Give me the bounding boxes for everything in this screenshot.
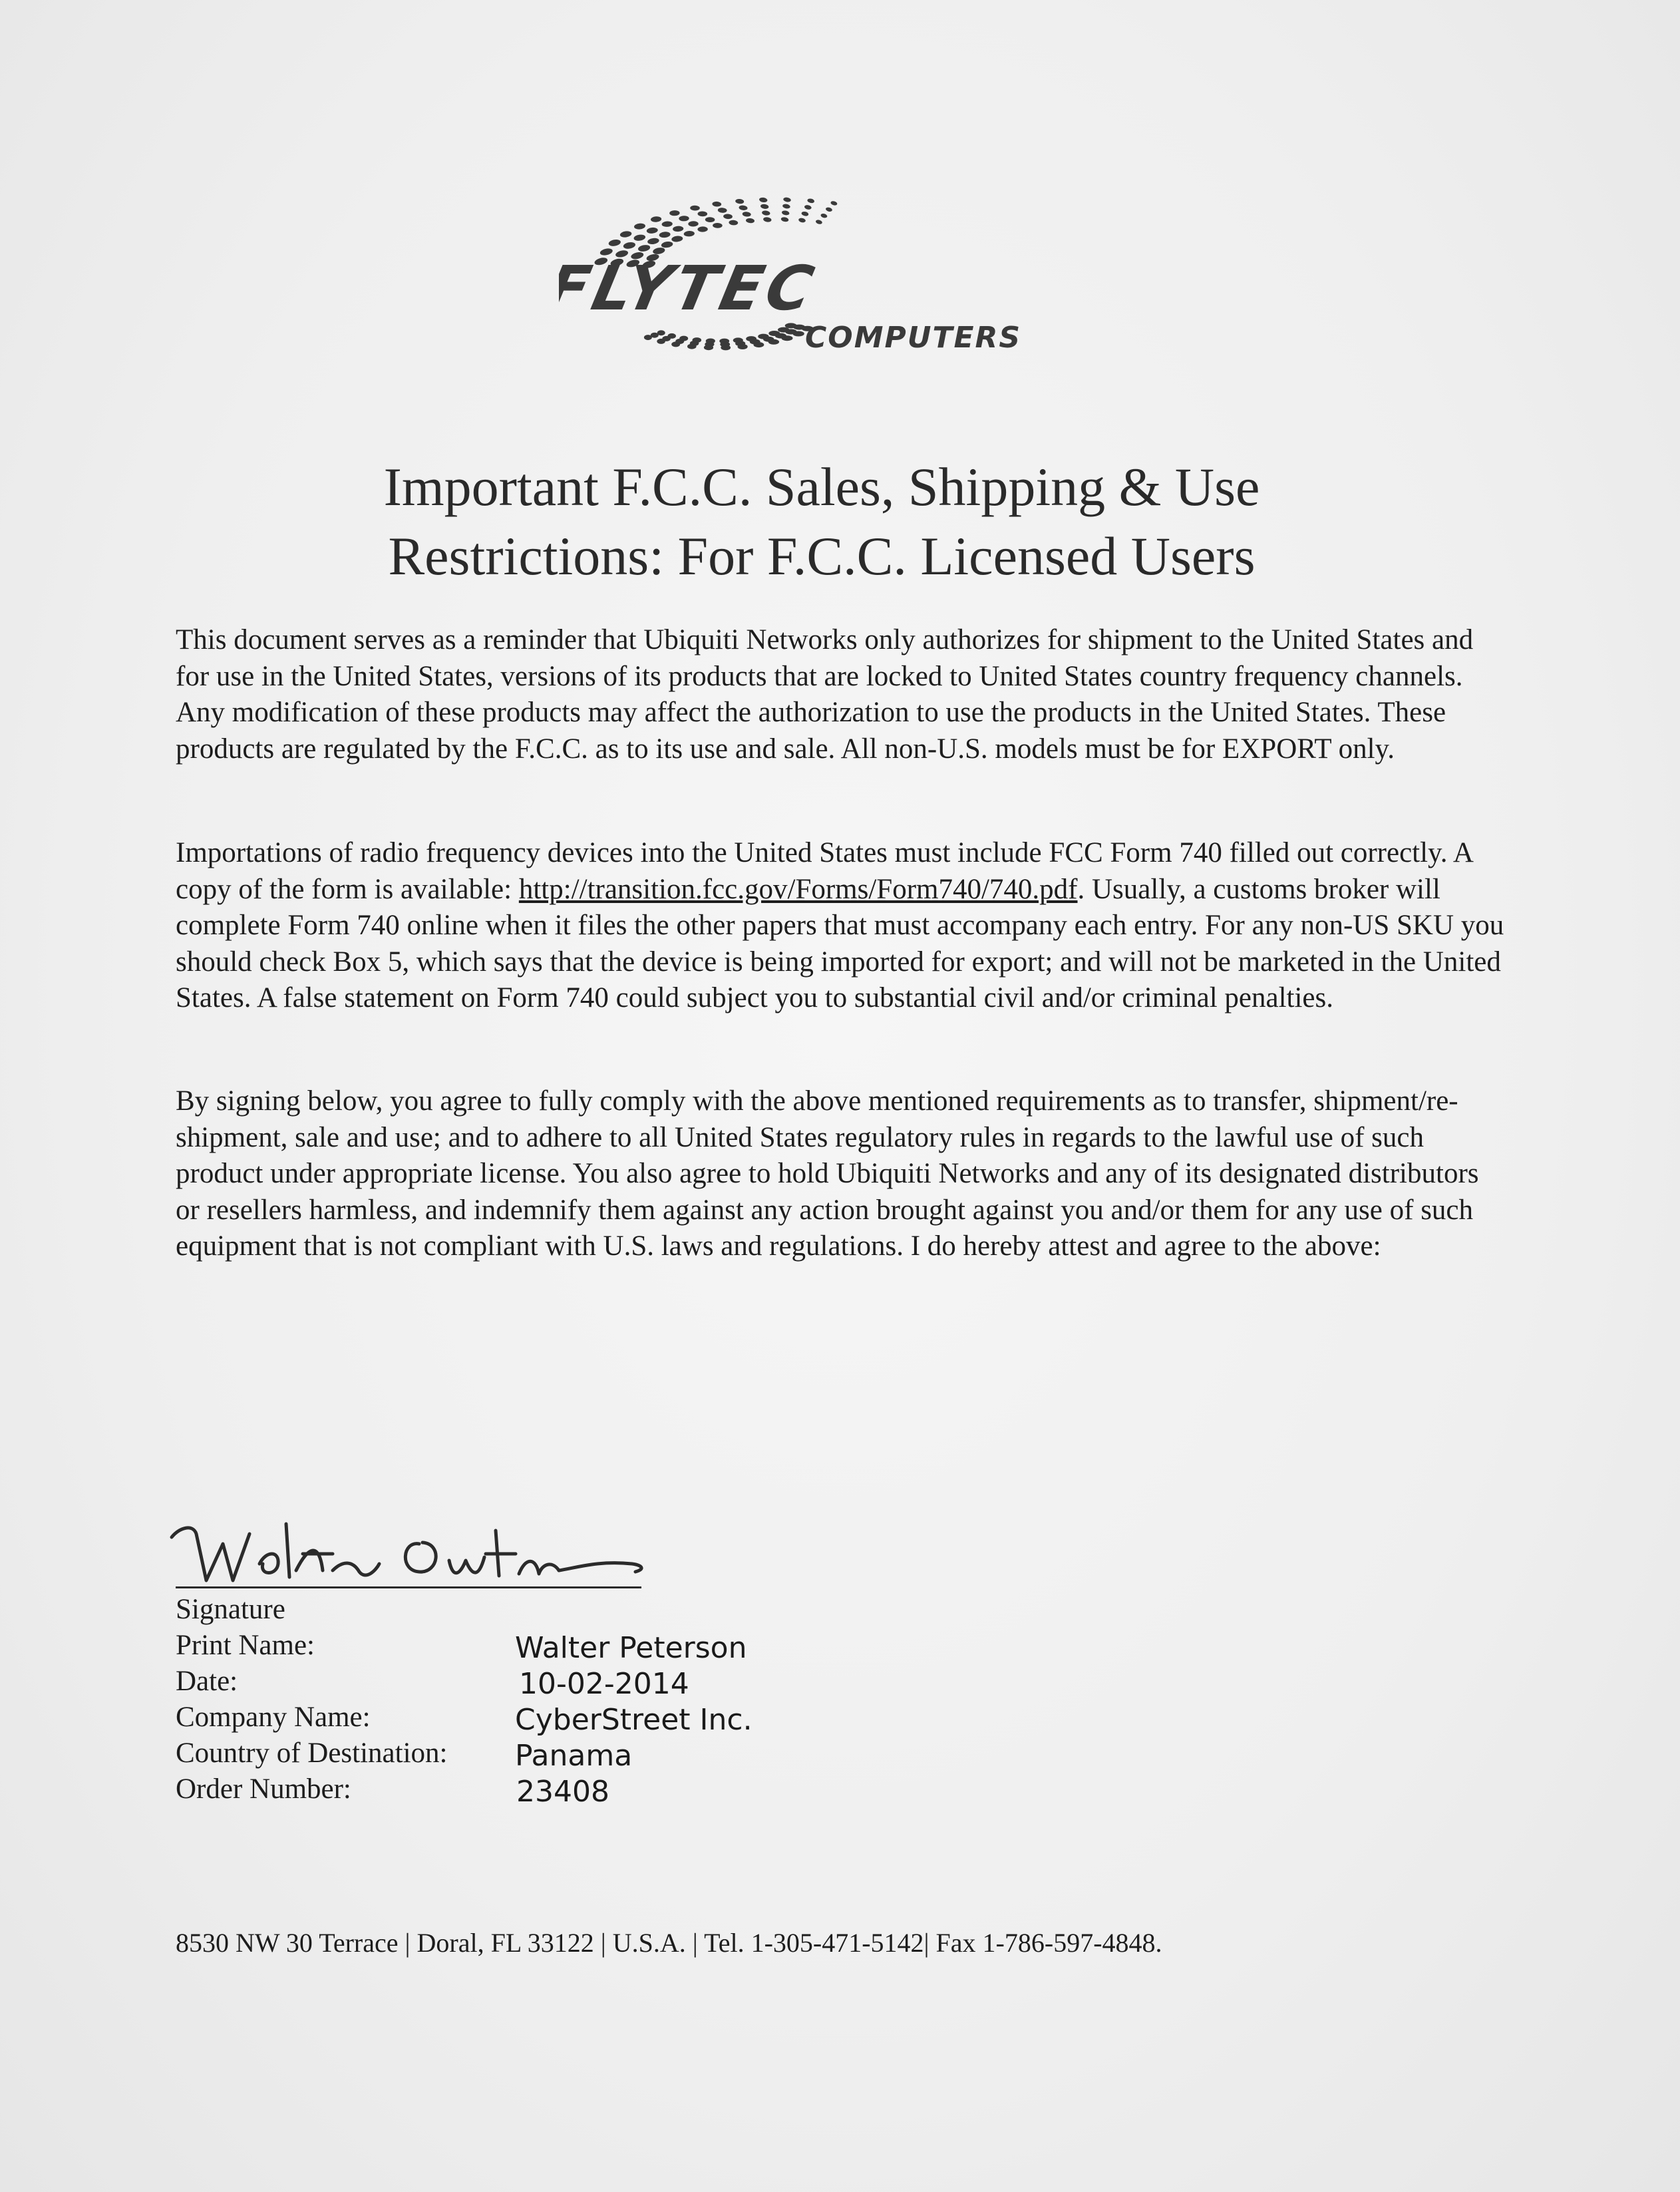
flytec-logo (559, 173, 1091, 399)
logo-dot (742, 212, 751, 217)
country-of-destination-label: Country of Destination: (176, 1737, 448, 1769)
logo-dot (781, 210, 790, 216)
logo-dot (807, 198, 815, 204)
logo-sub-text: COMPUTERS (805, 321, 1022, 355)
logo-dot (619, 230, 632, 238)
logo-dot (637, 244, 651, 253)
logo-dot (801, 211, 809, 217)
logo-dot (733, 337, 743, 343)
logo-dot (608, 239, 621, 248)
logo-dot (683, 231, 695, 237)
logo-dot (697, 226, 708, 232)
logo-dot (661, 221, 673, 227)
logo-dot (669, 210, 680, 216)
logo-dot (746, 336, 756, 341)
logo-dot (759, 197, 768, 203)
footer-address: 8530 NW 30 Terrace | Doral, FL 33122 | U.S.A. | Tel. 1-305-471-5142| Fax 1-786-597-4848. (176, 1928, 1162, 1958)
logo-dot (718, 208, 727, 213)
logo-dot (815, 219, 822, 224)
logo-dot (688, 221, 699, 227)
form-740-link[interactable]: http://transition.fcc.gov/Forms/Form740/740.pdf (518, 873, 1078, 905)
logo-dot (690, 206, 700, 211)
logo-dot (739, 205, 748, 210)
logo-dot (706, 339, 715, 344)
logo-dot (679, 216, 689, 222)
paragraph-authorization: This document serves as a reminder that Ubiquiti Networks only authorizes for shipment to the United States and for use in the United States, versions of its products that are locked to United States country frequency channels. Any modification of these products may affect the authorization to use the products in the United States. These products are regulated by the F.C.C. as to its use and sale. All non-U.S. models must be for EXPORT only. (176, 624, 1474, 765)
logo-dot (719, 339, 729, 344)
logo-dot (671, 236, 683, 242)
logo-dot (729, 220, 738, 225)
logo-dot (713, 223, 723, 228)
logo-dot (768, 331, 780, 336)
print-name-value: Walter Peterson (515, 1631, 747, 1665)
logo-dot (634, 223, 646, 230)
company-name-label: Company Name: (176, 1702, 371, 1733)
logo-dot (762, 210, 770, 216)
paragraph-agreement: By signing below, you agree to fully comply with the above mentioned requirements as to transfer, shipment/re-shipment, sale and use; and to adhere to all United States regulatory rules in regards to the lawful use of such product under appropriate license. You also agree to hold Ubiquiti Networks and any of its designated distributors or resellers harmless, and indemnify them against any action brought against you and/or them for any use of such equipment that is not compliant with U.S. laws and regulations. I do hereby attest and agree to the above: (176, 1085, 1479, 1262)
logo-dot (673, 226, 684, 232)
logo-dot (712, 201, 721, 206)
logo-dot (659, 231, 671, 238)
logo-dot (646, 227, 658, 234)
logo-dot (760, 204, 769, 210)
logo-dot (780, 217, 789, 223)
logo-dot (778, 327, 789, 333)
logo-dot (804, 204, 812, 210)
date-label: Date: (176, 1666, 238, 1697)
print-name-label: Print Name: (176, 1630, 315, 1661)
logo-dot (667, 333, 676, 339)
logo-dot (697, 211, 707, 216)
logo-dot (723, 214, 733, 219)
logo-dot (679, 336, 688, 341)
signature-label: Signature (176, 1594, 285, 1625)
date-value: 10-02-2014 (519, 1667, 689, 1701)
logo-dot (735, 198, 745, 204)
logo-dot (820, 213, 828, 218)
logo-dot (693, 337, 702, 343)
logo-dot (746, 218, 755, 223)
title-line-1: Important F.C.C. Sales, Shipping & Use (383, 457, 1260, 517)
signature-line (176, 1586, 641, 1588)
logo-dot (657, 330, 665, 335)
title-line-2: Restrictions: For F.C.C. Licensed Users (388, 526, 1256, 586)
form-labels (176, 1592, 447, 1807)
logo-dot (758, 334, 768, 339)
logo-dot (633, 234, 646, 242)
logo-dot (651, 216, 662, 222)
logo-dot (830, 200, 838, 206)
company-name-value: CyberStreet Inc. (515, 1703, 753, 1737)
country-of-destination-value: Panama (515, 1739, 633, 1773)
page-title (200, 453, 1444, 591)
logo-brand-text: FLYTEC (559, 252, 824, 324)
logo-dot (623, 242, 636, 250)
logo-dot (661, 241, 673, 248)
paragraph-importation-text-1: Importations of radio frequency devices into the United States must include FCC Form 740 filled out correctly. A copy of the form is available: (176, 837, 1472, 905)
order-number-label: Order Number: (176, 1773, 351, 1805)
logo-dot (763, 217, 772, 223)
paragraph-importation-text-2: . Usually, a customs broker will complete Form 740 online when it files the other papers that must accompany each entry. For any non-US SKU you should check Box 5, which says that the device is being imported for export; and will not be marketed in the United States. A false statement on Form 740 could subject you to substantial civil and/or criminal penalties. (176, 873, 1504, 1013)
logo-dot (705, 217, 715, 222)
order-number-value: 23408 (516, 1775, 609, 1809)
logo-dot (798, 218, 806, 224)
form-values (515, 1630, 753, 1810)
logo-dot (782, 204, 791, 210)
logo-dot (783, 197, 792, 203)
handwritten-signature (166, 1497, 672, 1597)
logo-dot (825, 207, 832, 212)
logo-dot (647, 238, 660, 245)
paragraph-importation (176, 835, 1506, 1017)
